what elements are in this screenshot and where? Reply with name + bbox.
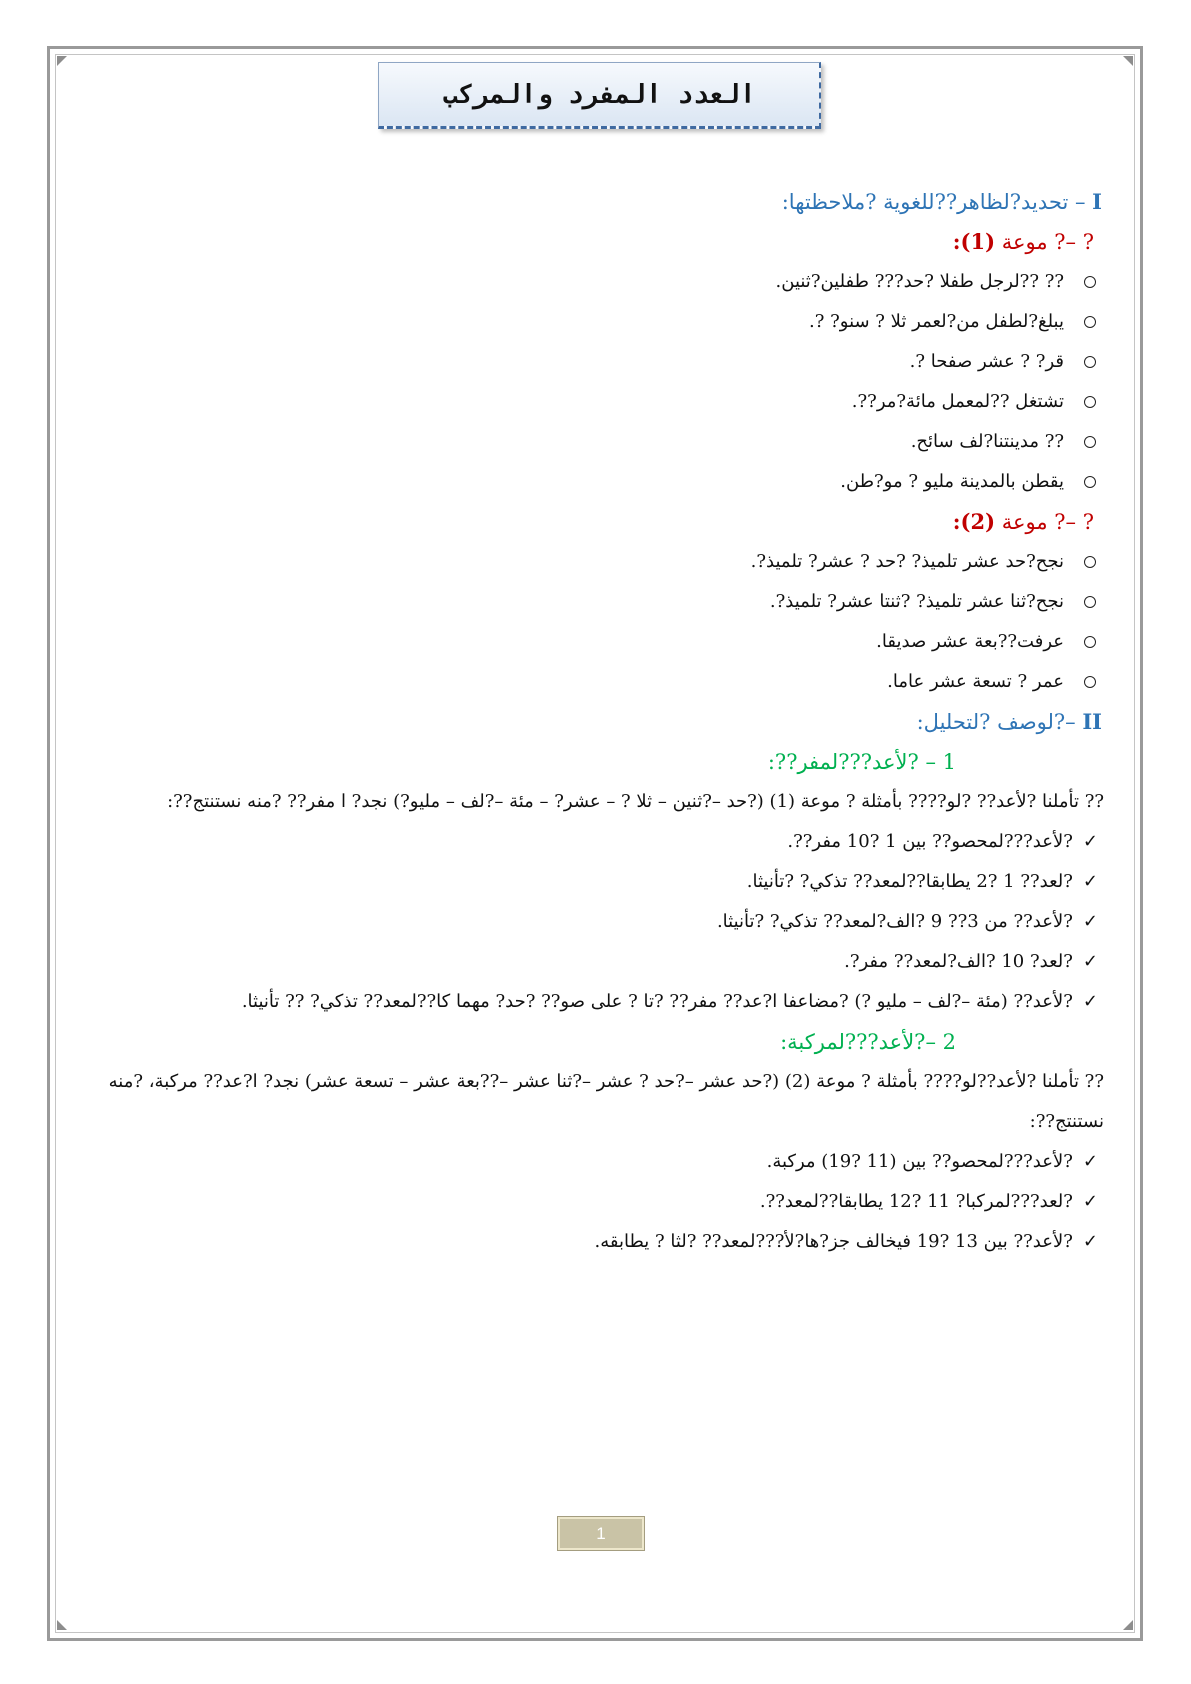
circle-bullet-icon (1084, 396, 1096, 408)
circle-bullet-icon (1084, 316, 1096, 328)
checkmark-icon: ✓ (1082, 1231, 1098, 1252)
circle-bullet-icon (1084, 676, 1096, 688)
check-item (66, 1222, 1106, 1262)
page-number: 1 (558, 1517, 644, 1550)
group-number: (2): (952, 509, 996, 534)
section-heading-text: –?لوصف ?‌لتحليل: (916, 710, 1083, 734)
checkmark-icon: ✓ (1082, 1151, 1098, 1172)
group-label: ? –? ‌موعة (995, 510, 1094, 534)
check-item (66, 902, 1106, 942)
paragraph: ?‌? تأملنا ?لأعد?? ?لو???? بأمثلة ? ‌موعة (1) (?‌حد –?ثنين – ثلا ? – عشر? – مئة –?لف – مليو?) نجد? ا مفر?? ?منه نستنتج??: (167, 791, 1104, 812)
checkmark-icon: ✓ (1082, 1191, 1098, 1212)
group-heading-1 (66, 222, 1106, 262)
check-item-text: ?لعد???لمركبا? 11 ?12 يطابقا??لمعد??. (759, 1191, 1073, 1212)
section-heading-2 (66, 702, 1106, 742)
group-number: (1): (952, 229, 996, 254)
list-item (66, 262, 1106, 302)
check-item-text: ?لأعد???لمحصو?? بين 1 ?10 مفر??. (787, 831, 1073, 852)
check-item-text: ?لعد? 10 ?الف?لمعد?? مفر?‌. (844, 951, 1073, 972)
document-title-text: العدد المفرد والمركب (442, 79, 756, 110)
list-item (66, 582, 1106, 622)
list-item (66, 622, 1106, 662)
list-item-text: عمر ? تسعة عشر عاما. (887, 671, 1064, 692)
corner-ornament-bottom-right (1123, 1620, 1133, 1630)
list-item (66, 422, 1106, 462)
checkmark-icon: ✓ (1082, 911, 1098, 932)
checkmark-icon: ✓ (1082, 991, 1098, 1012)
list-item-text: ?‌? مدينتنا?لف سائح. (910, 431, 1064, 452)
check-item (66, 862, 1106, 902)
check-item-text: ?لأعد?? بين 13 ?19 فيخالف جز?ها?لأ???لمعد?? ?‌لثا ? يطابقه. (594, 1231, 1073, 1252)
check-item (66, 822, 1106, 862)
list-item-text: يبلغ?لطفل من?لعمر ثلا ? سنو? ?. (809, 311, 1064, 332)
checkmark-icon: ✓ (1082, 951, 1098, 972)
checkmark-icon: ✓ (1082, 831, 1098, 852)
corner-ornament-top-right (1123, 56, 1133, 66)
check-item-text: ?لعد?‌? 1 ?2 يطابقا??لمعد?? تذكي‌? ?تأنيثا. (746, 871, 1073, 892)
check-item-text: ?لأعد???لمحصو?? بين (11 ?19) مركبة. (766, 1151, 1073, 1172)
circle-bullet-icon (1084, 436, 1096, 448)
circle-bullet-icon (1084, 556, 1096, 568)
list-item-text: قر? ? عشر صفحا ?. (909, 351, 1064, 372)
check-item-text: ?لأعد?? (مئة –?لف – مليو ?) ?مضاعفا ا?عد?? مفر?? ?تا ? على صو?? ?‌حد? مهما كا??لمعد?? تذكي‌? ?? تأنيثا. (241, 991, 1073, 1012)
list-item-text: يقطن بالمدينة مليو ? مو?طن. (840, 471, 1064, 492)
circle-bullet-icon (1084, 476, 1096, 488)
paragraph: ?‌? تأملنا ?لأعد??لو???? بأمثلة ? ‌موعة (2) (?حد عشر –?حد ? عشر –?ثنا عشر –??بعة عشر – تسعة عشر) نجد? ا?عد?? مركبة، ?منه نستنتج??: (108, 1071, 1104, 1132)
list-item-text: ?? ??لرجل طفلا ?‌حد??? طفلين?ثنين. (775, 271, 1064, 292)
circle-bullet-icon (1084, 596, 1096, 608)
section-heading-text: – تحديد?لظاهر??للغوية ?ملاحظتها: (781, 190, 1093, 214)
list-item-text: تشتغل ??لمعمل مائة?مر??. (851, 391, 1064, 412)
group-label: ? –? ‌موعة (995, 230, 1094, 254)
document-title (378, 62, 821, 129)
document-body (66, 182, 1106, 1262)
list-item (66, 542, 1106, 582)
corner-ornament-top-left (57, 56, 67, 66)
corner-ornament-bottom-left (57, 1620, 67, 1630)
list-item-text: نجح?ثنا عشر تلميذ? ?‌ثنتا عشر? تلميذ?. (769, 591, 1064, 612)
section-number: I (1092, 189, 1102, 214)
circle-bullet-icon (1084, 356, 1096, 368)
section-number: II (1082, 709, 1102, 734)
list-item (66, 462, 1106, 502)
check-item (66, 1182, 1106, 1222)
list-item (66, 302, 1106, 342)
list-item (66, 342, 1106, 382)
list-item (66, 662, 1106, 702)
list-item-text: نجح?حد عشر تلميذ? ?‌حد ? عشر? تلميذ?. (750, 551, 1064, 572)
subsection-heading-1: 1 – ?لأعد???لمفر??: (767, 750, 956, 774)
section-heading-1 (66, 182, 1106, 222)
list-item (66, 382, 1106, 422)
subsection-heading-2: 2 –?لأعد???لمركبة: (780, 1030, 956, 1054)
checkmark-icon: ✓ (1082, 871, 1098, 892)
check-item (66, 1142, 1106, 1182)
check-item (66, 982, 1106, 1022)
circle-bullet-icon (1084, 276, 1096, 288)
group-heading-2 (66, 502, 1106, 542)
list-item-text: عرفت??بعة عشر صديقا. (876, 631, 1064, 652)
circle-bullet-icon (1084, 636, 1096, 648)
check-item (66, 942, 1106, 982)
check-item-text: ?لأعد?? من 3?? 9 ?الف?لمعد?? تذكي‌? ?تأنيثا. (716, 911, 1073, 932)
